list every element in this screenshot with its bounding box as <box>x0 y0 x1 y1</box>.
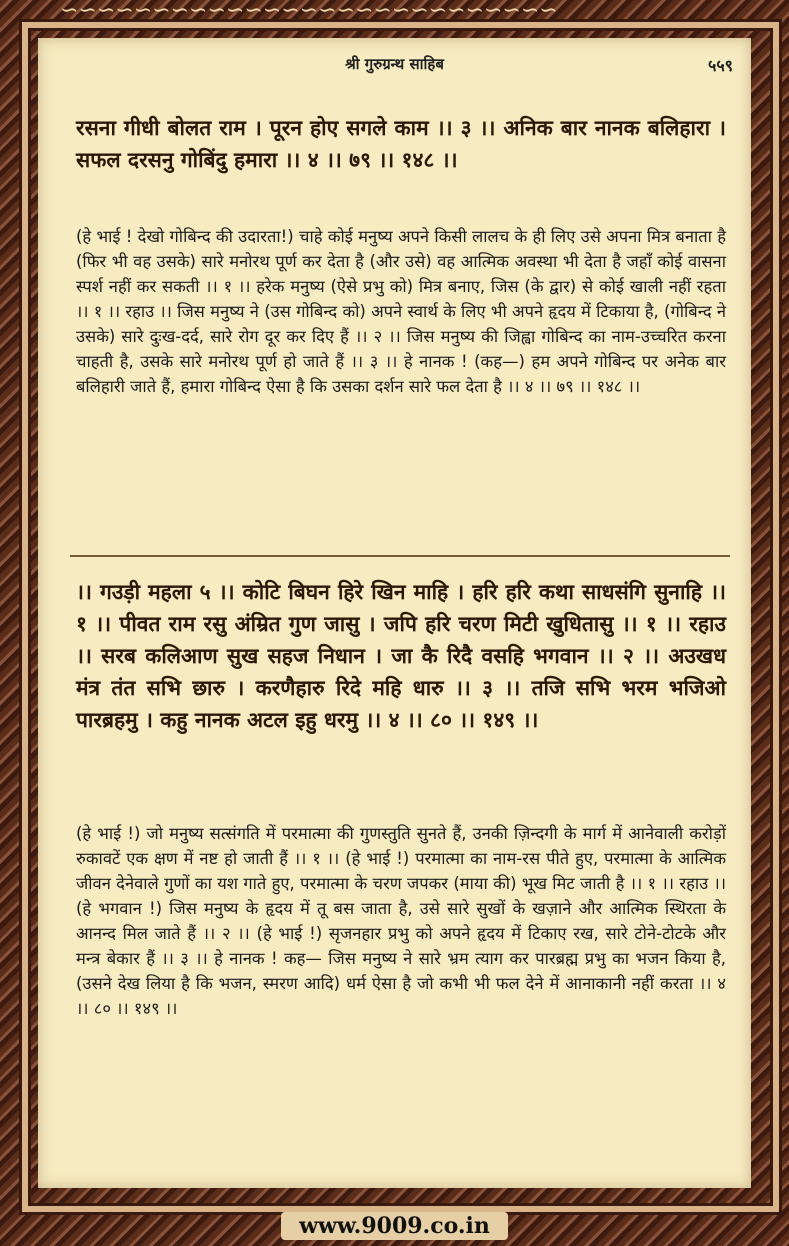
translation-block-1: (हे भाई ! देखो गोबिन्द की उदारता!) चाहे कोई मनुष्य अपने किसी लालच के ही लिए उसे अपना मित्र बनाता है (फिर भी वह उसके) सारे मनोरथ पूर्ण कर देता है (और उसे) वह आत्मिक अवस्था भी देता है जहाँ कोई वासना स्पर्श नहीं कर सकती ।। १ ।। हरेक मनुष्य (ऐसे प्रभु को) मित्र बनाए, जिस (के द्वार) से कोई खाली नहीं रहता ।। १ ।। रहाउ ।। जिस मनुष्य ने (उस गोबिन्द को) अपने स्वार्थ के लिए भी अपने हृदय में टिकाया है, (गोबिन्द ने उसके) सारे दुःख-दर्द, सारे रोग दूर कर दिए हैं ।। २ ।। जिस मनुष्य की जिह्वा गोबिन्द का नाम-उच्चरित करना चाहती है, उसके सारे मनोरथ पूर्ण हो जाते हैं ।। ३ ।। हे नानक ! (कह—) हम अपने गोबिन्द पर अनेक बार बलिहारी जाते हैं, हमारा गोबिन्द ऐसा है कि उसका दर्शन सारे फल देता है ।। ४ ।। ७९ ।। १४८ ।। <box>76 227 726 396</box>
section-divider <box>70 555 730 557</box>
verse-block-1: रसना गीधी बोलत राम । पूरन होए सगले काम ।। ३ ।। अनिक बार नानक बलिहारा । सफल दरसनु गोबिंदु हमारा ।। ४ ।। ७९ ।। १४८ ।। <box>76 116 726 172</box>
scripture-title: श्री गुरुग्रन्थ साहिब <box>345 55 444 73</box>
ornament-swirl-icon: ∽∽∽∽∽∽∽∽∽∽∽∽∽∽∽∽∽∽∽∽∽∽∽∽∽∽∽ <box>60 0 558 23</box>
scripture-page <box>38 38 751 1188</box>
site-footer <box>0 1212 789 1242</box>
page-number: ५५९ <box>708 56 733 75</box>
page-header <box>38 54 751 78</box>
verse-block-2: ।। गउड़ी महला ५ ।। कोटि बिघन हिरे खिन माहि । हरि हरि कथा साधसंगि सुनाहि ।। १ ।। पीवत राम रसु अंम्रित गुण जासु । जपि हरि चरण मिटी खुधितासु ।। १ ।। रहाउ ।। सरब कलिआण सुख सहज निधान । जा कै रिदै वसहि भगवान ।। २ ।। अउखध मंत्र तंत सभि छारु । करणैहारु रिदे महि धारु ।। ३ ।। तजि सभि भरम भजिओ पारब्रहमु । कहु नानक अटल इहु धरमु ।। ४ ।। ८० ।। १४९ ।। <box>76 580 726 732</box>
website-link[interactable]: www.9009.co.in <box>281 1212 508 1240</box>
translation-block-2: (हे भाई !) जो मनुष्य सत्संगति में परमात्मा की गुणस्तुति सुनते हैं, उनकी ज़िन्दगी के मार्ग में आनेवाली करोड़ों रुकावटें एक क्षण में नष्ट हो जाती हैं ।। १ ।। (हे भाई !) परमात्मा का नाम-रस पीते हुए, परमात्मा के आत्मिक जीवन देनेवाले गुणों का यश गाते हुए, परमात्मा के चरण जपकर (माया की) भूख मिट जाती है ।। १ ।। रहाउ ।। (हे भगवान !) जिस मनुष्य के हृदय में तू बस जाता है, उसे सारे सुखों के खज़ाने और आत्मिक स्थिरता के आनन्द मिल जाते हैं ।। २ ।। (हे भाई !) सृजनहार प्रभु को अपने हृदय में टिकाए रख, सारे टोने-टोटके और मन्त्र बेकार हैं ।। ३ ।। हे नानक ! कह— जिस मनुष्य ने सारे भ्रम त्याग कर पारब्रह्म प्रभु का भजन किया है, (उसने देख लिया है कि भजन, स्मरण आदि) धर्म ऐसा है जो कभी भी फल देने में आनाकानी नहीं करता ।। ४ ।। ८० ।। १४९ ।। <box>76 824 726 1018</box>
